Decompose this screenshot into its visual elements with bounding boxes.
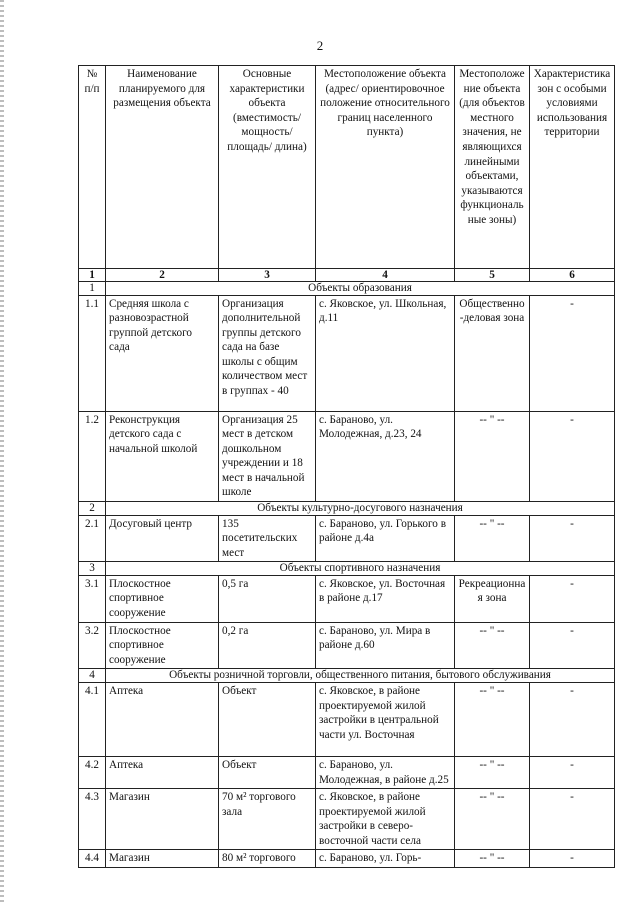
table-row — [79, 411, 615, 502]
special-conditions: - — [530, 789, 615, 850]
functional-zone: Общественно-деловая зона — [455, 295, 530, 411]
section-row — [79, 282, 615, 296]
special-conditions: - — [530, 295, 615, 411]
object-characteristics: 135 посетительских мест — [219, 515, 316, 562]
functional-zone: -- " -- — [455, 411, 530, 502]
object-name: Магазин — [106, 789, 219, 850]
section-title: Объекты спортивного назначения — [106, 562, 615, 576]
object-location: с. Бараново, ул. Горького в районе д.4а — [316, 515, 455, 562]
header-characteristics: Основные характеристики объекта (вместимость/ мощность/ площадь/ длина) — [219, 66, 316, 269]
table-row — [79, 850, 615, 868]
object-characteristics: 0,5 га — [219, 575, 316, 622]
object-name: Аптека — [106, 682, 219, 756]
header-location: Местоположение объекта (адрес/ ориентировочное положение относительного границ населенного пункта) — [316, 66, 455, 269]
special-conditions: - — [530, 515, 615, 562]
table-row — [79, 622, 615, 669]
table-row — [79, 515, 615, 562]
functional-zone: -- " -- — [455, 789, 530, 850]
section-title: Объекты образования — [106, 282, 615, 296]
object-characteristics: Организация 25 мест в детском дошкольном учреждении и 18 мест в начальной школе — [219, 411, 316, 502]
object-characteristics: Объект — [219, 682, 316, 756]
object-name: Магазин — [106, 850, 219, 868]
column-number: 4 — [316, 269, 455, 282]
object-characteristics: Объект — [219, 756, 316, 788]
row-number: 4.4 — [79, 850, 106, 868]
object-location: с. Бараново, ул. Молодежная, в районе д.25 — [316, 756, 455, 788]
table-row — [79, 682, 615, 756]
page-number: 2 — [316, 38, 324, 53]
object-location: с. Яковское, в районе проектируемой жилой застройки в центральной части ул. Восточная — [316, 682, 455, 756]
object-location: с. Бараново, ул. Молодежная, д.23, 24 — [316, 411, 455, 502]
section-number: 2 — [79, 502, 106, 516]
object-name: Аптека — [106, 756, 219, 788]
special-conditions: - — [530, 622, 615, 669]
column-number: 3 — [219, 269, 316, 282]
planned-objects-table — [78, 65, 615, 868]
section-title: Объекты культурно-досугового назначения — [106, 502, 615, 516]
header-name: Наименование планируемого для размещения объекта — [106, 66, 219, 269]
column-number: 2 — [106, 269, 219, 282]
section-row — [79, 502, 615, 516]
object-location: с. Бараново, ул. Горь- — [316, 850, 455, 868]
object-location: с. Бараново, ул. Мира в районе д.60 — [316, 622, 455, 669]
object-location: с. Яковское, ул. Восточная в районе д.17 — [316, 575, 455, 622]
functional-zone: -- " -- — [455, 622, 530, 669]
object-name: Плоскостное спортивное сооружение — [106, 622, 219, 669]
table-row — [79, 295, 615, 411]
object-location: с. Яковское, ул. Школьная, д.11 — [316, 295, 455, 411]
functional-zone: -- " -- — [455, 515, 530, 562]
header-zone: Местоположение объекта (для объектов местного значения, не являющихся линейными объектами, указываются функциональные зоны) — [455, 66, 530, 269]
section-number: 4 — [79, 669, 106, 683]
column-number: 5 — [455, 269, 530, 282]
section-number: 3 — [79, 562, 106, 576]
header-num: № п/п — [79, 66, 106, 269]
header-row — [79, 66, 615, 269]
object-name: Досуговый центр — [106, 515, 219, 562]
row-number: 4.3 — [79, 789, 106, 850]
row-number: 3.2 — [79, 622, 106, 669]
object-name: Средняя школа с разновозрастной группой детского сада — [106, 295, 219, 411]
special-conditions: - — [530, 411, 615, 502]
object-characteristics: 80 м² торгового — [219, 850, 316, 868]
special-conditions: - — [530, 682, 615, 756]
functional-zone: -- " -- — [455, 682, 530, 756]
special-conditions: - — [530, 850, 615, 868]
special-conditions: - — [530, 756, 615, 788]
functional-zone: -- " -- — [455, 850, 530, 868]
object-characteristics: Организация дополнительной группы детского сада на базе школы с общим количеством мест в группах - 40 — [219, 295, 316, 411]
object-characteristics: 70 м² торгового зала — [219, 789, 316, 850]
special-conditions: - — [530, 575, 615, 622]
table-row — [79, 575, 615, 622]
functional-zone: Рекреационная зона — [455, 575, 530, 622]
section-number: 1 — [79, 282, 106, 296]
table-row — [79, 756, 615, 788]
row-number: 4.2 — [79, 756, 106, 788]
functional-zone: -- " -- — [455, 756, 530, 788]
column-number: 6 — [530, 269, 615, 282]
row-number: 1.2 — [79, 411, 106, 502]
row-number: 4.1 — [79, 682, 106, 756]
table-row — [79, 789, 615, 850]
section-title: Объекты розничной торговли, общественного питания, бытового обслуживания — [106, 669, 615, 683]
object-name: Плоскостное спортивное сооружение — [106, 575, 219, 622]
row-number: 1.1 — [79, 295, 106, 411]
column-number: 1 — [79, 269, 106, 282]
column-number-row — [79, 269, 615, 282]
section-row — [79, 669, 615, 683]
row-number: 3.1 — [79, 575, 106, 622]
scan-edge — [0, 0, 4, 905]
object-location: с. Яковское, в районе проектируемой жилой застройки в северо-восточной части села — [316, 789, 455, 850]
object-name: Реконструкция детского сада с начальной школой — [106, 411, 219, 502]
section-row — [79, 562, 615, 576]
row-number: 2.1 — [79, 515, 106, 562]
header-special-zones: Характеристика зон с особыми условиями использования территории — [530, 66, 615, 269]
object-characteristics: 0,2 га — [219, 622, 316, 669]
